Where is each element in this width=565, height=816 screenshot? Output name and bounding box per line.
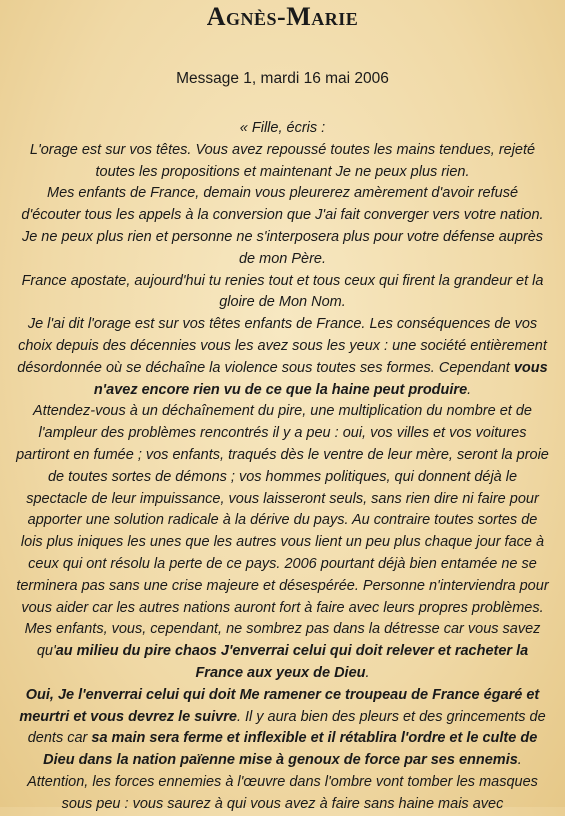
text-segment: dents car	[27, 730, 92, 747]
text-segment: Attention, les forces ennemies à l'œuvre dans l'ombre vont tomber les masques	[27, 773, 538, 790]
text-segment: .	[365, 664, 370, 681]
text-line	[6, 314, 559, 336]
text-line	[6, 750, 559, 772]
text-line	[6, 707, 559, 729]
text-line	[6, 663, 559, 685]
text-line	[6, 292, 559, 314]
emphasis-text: Dieu dans la nation païenne mise à genoux de force par ses ennemis	[43, 752, 518, 769]
text-line	[6, 205, 559, 227]
text-segment: Mes enfants, vous, cependant, ne sombrez pas dans la détresse car vous savez	[24, 621, 541, 638]
text-line	[6, 336, 559, 358]
text-segment: spectacle de leur impuissance, vous laisseront seuls, sans rien dire ni faire pour	[26, 490, 539, 507]
text-segment: toutes les propositions et maintenant Je ne peux plus rien.	[95, 163, 470, 180]
emphasis-text: sa main sera ferme et inflexible et il rétablira l'ordre et le culte de	[91, 730, 538, 747]
text-segment: lois plus iniques les unes que les autres vous lient un peu plus chaque jour face à	[20, 534, 545, 551]
text-segment: désordonnée où se déchaîne la violence sous toutes ses formes. Cependant	[17, 359, 514, 376]
text-segment: .	[517, 752, 522, 769]
text-segment: terminera pas sans une crise majeure et désespérée. Personne n'interviendra pour	[16, 577, 549, 594]
text-line	[6, 489, 559, 511]
text-line	[6, 576, 559, 598]
text-line	[6, 227, 559, 249]
text-segment: gloire de Mon Nom.	[219, 294, 346, 311]
message-heading: Message 1, mardi 16 mai 2006	[176, 70, 389, 87]
text-line	[6, 183, 559, 205]
text-line	[6, 728, 559, 750]
text-segment: partiront en fumée ; vos enfants, traqués dès le ventre de leur mère, seront la proie	[16, 446, 549, 463]
text-segment: qu'	[36, 643, 56, 660]
text-segment: ceux qui ont résolu la perte de ce pays. 2006 pourtant déjà bien entamée ne se	[28, 555, 537, 572]
text-segment: sous peu : vous saurez à qui vous avez à faire sans haine mais avec	[61, 795, 504, 812]
text-line	[6, 685, 559, 707]
text-segment: Attendez-vous à un déchaînement du pire, une multiplication du nombre et de	[33, 403, 532, 420]
text-segment: Je ne peux plus rien et personne ne s'interposera plus pour votre défense auprès	[21, 228, 544, 245]
text-line	[6, 794, 559, 816]
text-line	[6, 532, 559, 554]
page-title: Agnès-Marie	[206, 2, 359, 31]
text-segment: L'orage est sur vos têtes. Vous avez repoussé toutes les mains tendues, rejeté	[29, 141, 536, 158]
text-line	[6, 358, 559, 380]
text-line	[6, 140, 559, 162]
text-line	[6, 423, 559, 445]
emphasis-text: n'avez encore rien vu de ce que la haine peut produire	[93, 381, 468, 398]
text-segment: .	[467, 381, 472, 398]
text-segment: choix depuis des décennies vous les avez sous les yeux : une société entièrement	[18, 337, 547, 354]
message-body	[6, 118, 559, 816]
text-line	[6, 162, 559, 184]
text-segment: de mon Père.	[238, 250, 327, 267]
text-line	[6, 467, 559, 489]
text-line	[6, 598, 559, 620]
text-line	[6, 401, 559, 423]
text-line	[6, 619, 559, 641]
text-line	[6, 271, 559, 293]
text-line	[6, 118, 559, 140]
text-segment: vous aider car les autres nations auront fort à faire avec leurs propres problèmes.	[21, 599, 544, 616]
text-line	[6, 510, 559, 532]
text-line	[6, 249, 559, 271]
text-line	[6, 380, 559, 402]
text-segment: l'ampleur des problèmes rencontrés il y a peu : oui, vos villes et vos voitures	[38, 425, 527, 442]
text-line	[6, 554, 559, 576]
text-line	[6, 641, 559, 663]
emphasis-text: France aux yeux de Dieu	[195, 664, 366, 681]
text-line	[6, 445, 559, 467]
text-segment: . Il y aura bien des pleurs et des grincements de	[236, 708, 546, 725]
emphasis-text: Oui, Je l'enverrai celui qui doit Me ramener ce troupeau de France égaré et	[25, 686, 540, 703]
text-segment: d'écouter tous les appels à la conversion que J'ai fait converger vers votre nation.	[21, 207, 544, 224]
emphasis-text: meurtri et vous devrez le suivre	[19, 708, 237, 725]
text-line	[6, 772, 559, 794]
text-segment: apporter une solution radicale à la dérive du pays. Au contraire toutes sortes de	[27, 512, 538, 529]
text-segment: de toutes sortes de démons ; vos hommes politiques, qui donnent déjà le	[47, 468, 518, 485]
emphasis-text: au milieu du pire chaos J'enverrai celui qui doit relever et racheter la	[55, 643, 529, 660]
text-segment: Je l'ai dit l'orage est sur vos têtes enfants de France. Les conséquences de vos	[27, 316, 538, 333]
text-segment: « Fille, écris :	[239, 120, 326, 136]
emphasis-text: vous	[513, 359, 548, 376]
text-segment: Mes enfants de France, demain vous pleurerez amèrement d'avoir refusé	[46, 185, 519, 202]
text-segment: France apostate, aujourd'hui tu renies tout et tous ceux qui firent la grandeur et la	[21, 272, 544, 289]
